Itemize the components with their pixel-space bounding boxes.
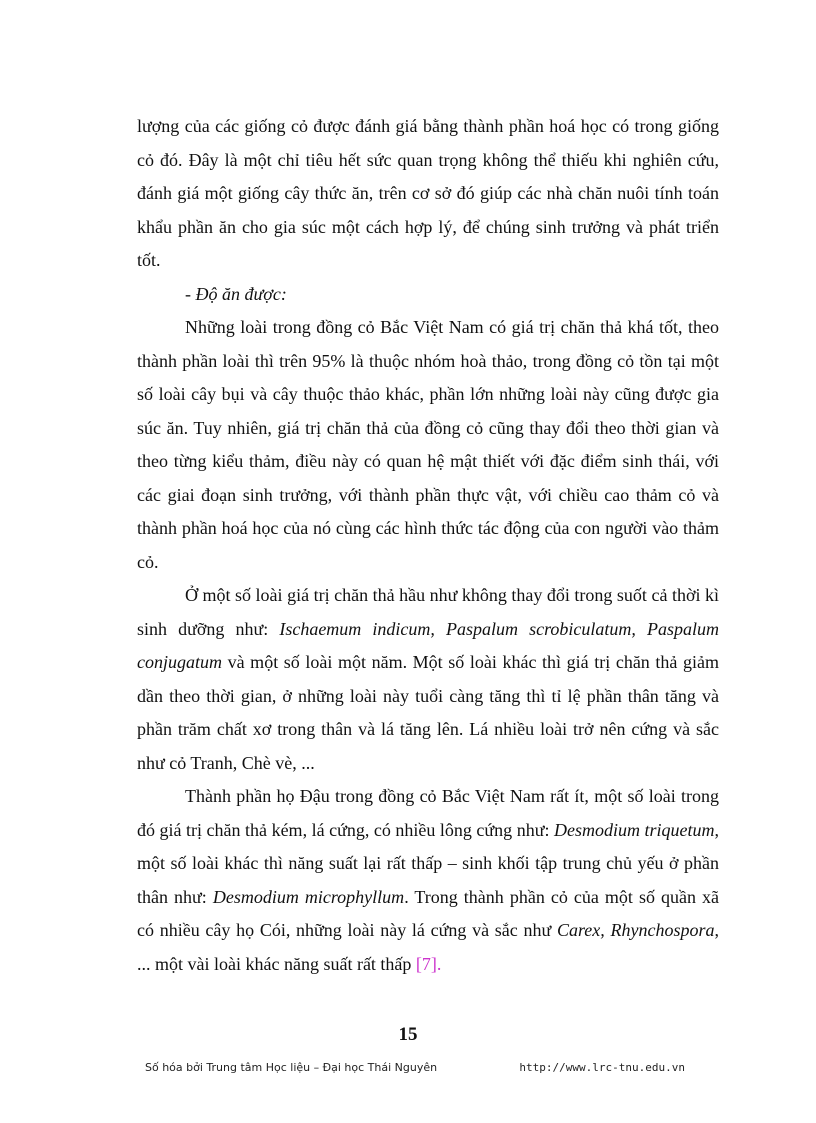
species-name: Desmodium triquetum — [553, 819, 715, 840]
species-name: Desmodium microphyllum — [212, 886, 405, 907]
page-number: 15 — [398, 1024, 418, 1045]
paragraph-2 — [137, 311, 719, 579]
text-segment: và một số loài một năm. Một số loài khác thì giá trị chăn thả giảm dần theo thời gian, ở những loài này tuổi càng tăng thì tỉ lệ phần thân tăng và phần trăm chất xơ trong thân và lá tăng lên. Lá nhiều loài trở nên cứng và sắc như cỏ Tranh, Chè vè, ... — [137, 652, 719, 773]
text-segment: . Trong thành phần cỏ của một số quần xã có nhiều cây họ Cói, những loài này lá cứng và sắc như — [137, 886, 720, 940]
citation-link[interactable]: [7]. — [415, 953, 442, 974]
text-segment: Những loài trong đồng cỏ Bắc Việt Nam có giá trị chăn thả khá tốt, theo thành phần loài thì trên 95% là thuộc nhóm hoà thảo, trong đồng cỏ tồn tại một số loài cây bụi và cây thuộc thảo khác, phần lớn những loài này cũng được gia súc ăn. Tuy nhiên, giá trị chăn thả của đồng cỏ cũng thay đổi theo thời gian và theo từng kiểu thảm, điều này có quan hệ mật thiết với đặc điểm sinh thái, với các giai đoạn sinh trưởng, với thành phần thực vật, với chiều cao thảm cỏ và thành phần hoá học của nó cùng các hình thức tác động của con người vào thảm cỏ. — [137, 317, 719, 572]
text-segment: , một số loài khác thì năng suất lại rất thấp – sinh khối tập trung chủ yếu ở phần thân như: — [137, 819, 719, 907]
text-segment: lượng của các giống cỏ được đánh giá bằng thành phần hoá học có trong giống cỏ đó. Đây là một chỉ tiêu hết sức quan trọng không thể thiếu khi nghiên cứu, đánh giá một giống cây thức ăn, trên cơ sở đó giúp các nhà chăn nuôi tính toán khẩu phần ăn cho gia súc một cách hợp lý, để chúng sinh trưởng và phát triển tốt. — [137, 116, 719, 270]
footer-url[interactable]: http://www.lrc-tnu.edu.vn — [519, 1061, 685, 1074]
text-segment: , ... một vài loài khác năng suất rất thấp — [137, 920, 719, 974]
species-names: Ischaemum indicum, Paspalum scrobiculatum, Paspalum conjugatum — [137, 618, 719, 672]
paragraph-1 — [137, 110, 719, 278]
paragraph-4 — [137, 780, 719, 981]
footer-credit: Số hóa bởi Trung tâm Học liệu – Đại học Thái Nguyên — [145, 1061, 438, 1074]
text-segment: Thành phần họ Đậu trong đồng cỏ Bắc Việt Nam rất ít, một số loài trong đó giá trị chăn thả kém, lá cứng, có nhiều lông cứng như: — [137, 786, 719, 840]
text-segment: Ở một số loài giá trị chăn thả hầu như không thay đổi trong suốt cả thời kì sinh dưỡng như: — [137, 585, 719, 639]
paragraph-3 — [137, 579, 719, 780]
section-heading — [137, 278, 719, 312]
species-name: Carex, Rhynchospora — [556, 920, 715, 940]
document-body — [137, 110, 719, 981]
section-heading-text: - Độ ăn được: — [185, 283, 287, 304]
